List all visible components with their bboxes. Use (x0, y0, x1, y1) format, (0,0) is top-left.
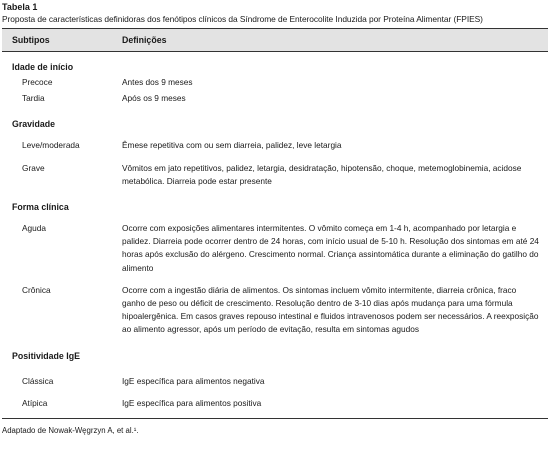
table-row (2, 76, 548, 89)
section-title-forma-clinica: Forma clínica (12, 202, 69, 213)
fpies-table (2, 28, 548, 419)
header-subtypes: Subtipos (12, 35, 50, 45)
row-definition: IgE específica para alimentos negativa (122, 375, 265, 386)
table-label: Tabela 1 (2, 2, 38, 12)
table-row (2, 92, 548, 105)
table-body (2, 52, 548, 418)
row-definition: Vômitos em jato repetitivos, palidez, letargia, desidratação, hipotensão, choque, metemoglobinemia, acidose metabólica. Diarreia pode estar presente (122, 162, 522, 186)
table-header-row (2, 29, 548, 52)
row-definition: Antes dos 9 meses (122, 77, 193, 87)
header-definitions: Definições (122, 35, 167, 45)
row-definition: Ocorre com a ingestão diária de alimentos. Os sintomas incluem vômito intermitente, diarreia crônica, fraco ganho de peso ou déficit de crescimento. Resolução dentro de 3-10 dias após mudança para uma fórmula hipoalergênica. Em casos graves repouso intestinal e fluidos intravenosos podem ser necessários. A reexposição ao alimento agressor, após um período de evitação, resulta em sintomas agudos (122, 284, 539, 335)
table-row (2, 284, 548, 337)
table-footnote: Adaptado de Nowak-Węgrzyn A, et al.¹. (2, 426, 139, 436)
table-row (2, 139, 548, 152)
section-title-positividade-ige: Positividade IgE (12, 350, 80, 361)
row-definition: IgE específica para alimentos positiva (122, 397, 262, 408)
table-caption: Proposta de características definidoras dos fenótipos clínicos da Síndrome de Enterocolite Induzida por Proteína Alimentar (FPIES) (2, 14, 483, 24)
row-definition: Após os 9 meses (122, 93, 186, 104)
table-row (2, 397, 548, 410)
row-subtype: Clássica (22, 375, 54, 386)
section-title-gravidade: Gravidade (12, 119, 56, 130)
row-subtype: Atípica (22, 397, 48, 408)
table-row (2, 162, 548, 188)
row-subtype: Crônica (22, 284, 51, 295)
row-subtype: Aguda (22, 223, 46, 234)
row-subtype: Tardia (22, 93, 45, 104)
row-subtype: Leve/moderada (22, 140, 80, 151)
row-definition: Ocorre com exposições alimentares intermitentes. O vômito começa em 1-4 h, acompanhado por letargia e palidez. Diarreia pode ocorrer dentro de 24 horas, com início usual de 5-10 h. Resolução dos sintomas em até 24 horas após exclusão do alérgeno. Crescimento normal. Criança assintomática durante a eliminação do gatilho do alimento (122, 223, 539, 273)
row-subtype: Grave (22, 162, 45, 173)
section-title-idade: Idade de início (12, 62, 74, 72)
row-subtype: Precoce (22, 77, 53, 87)
row-definition: Êmese repetitiva com ou sem diarreia, palidez, leve letargia (122, 140, 342, 151)
document-page (2, 2, 548, 436)
table-row (2, 222, 548, 275)
table-row (2, 375, 548, 388)
